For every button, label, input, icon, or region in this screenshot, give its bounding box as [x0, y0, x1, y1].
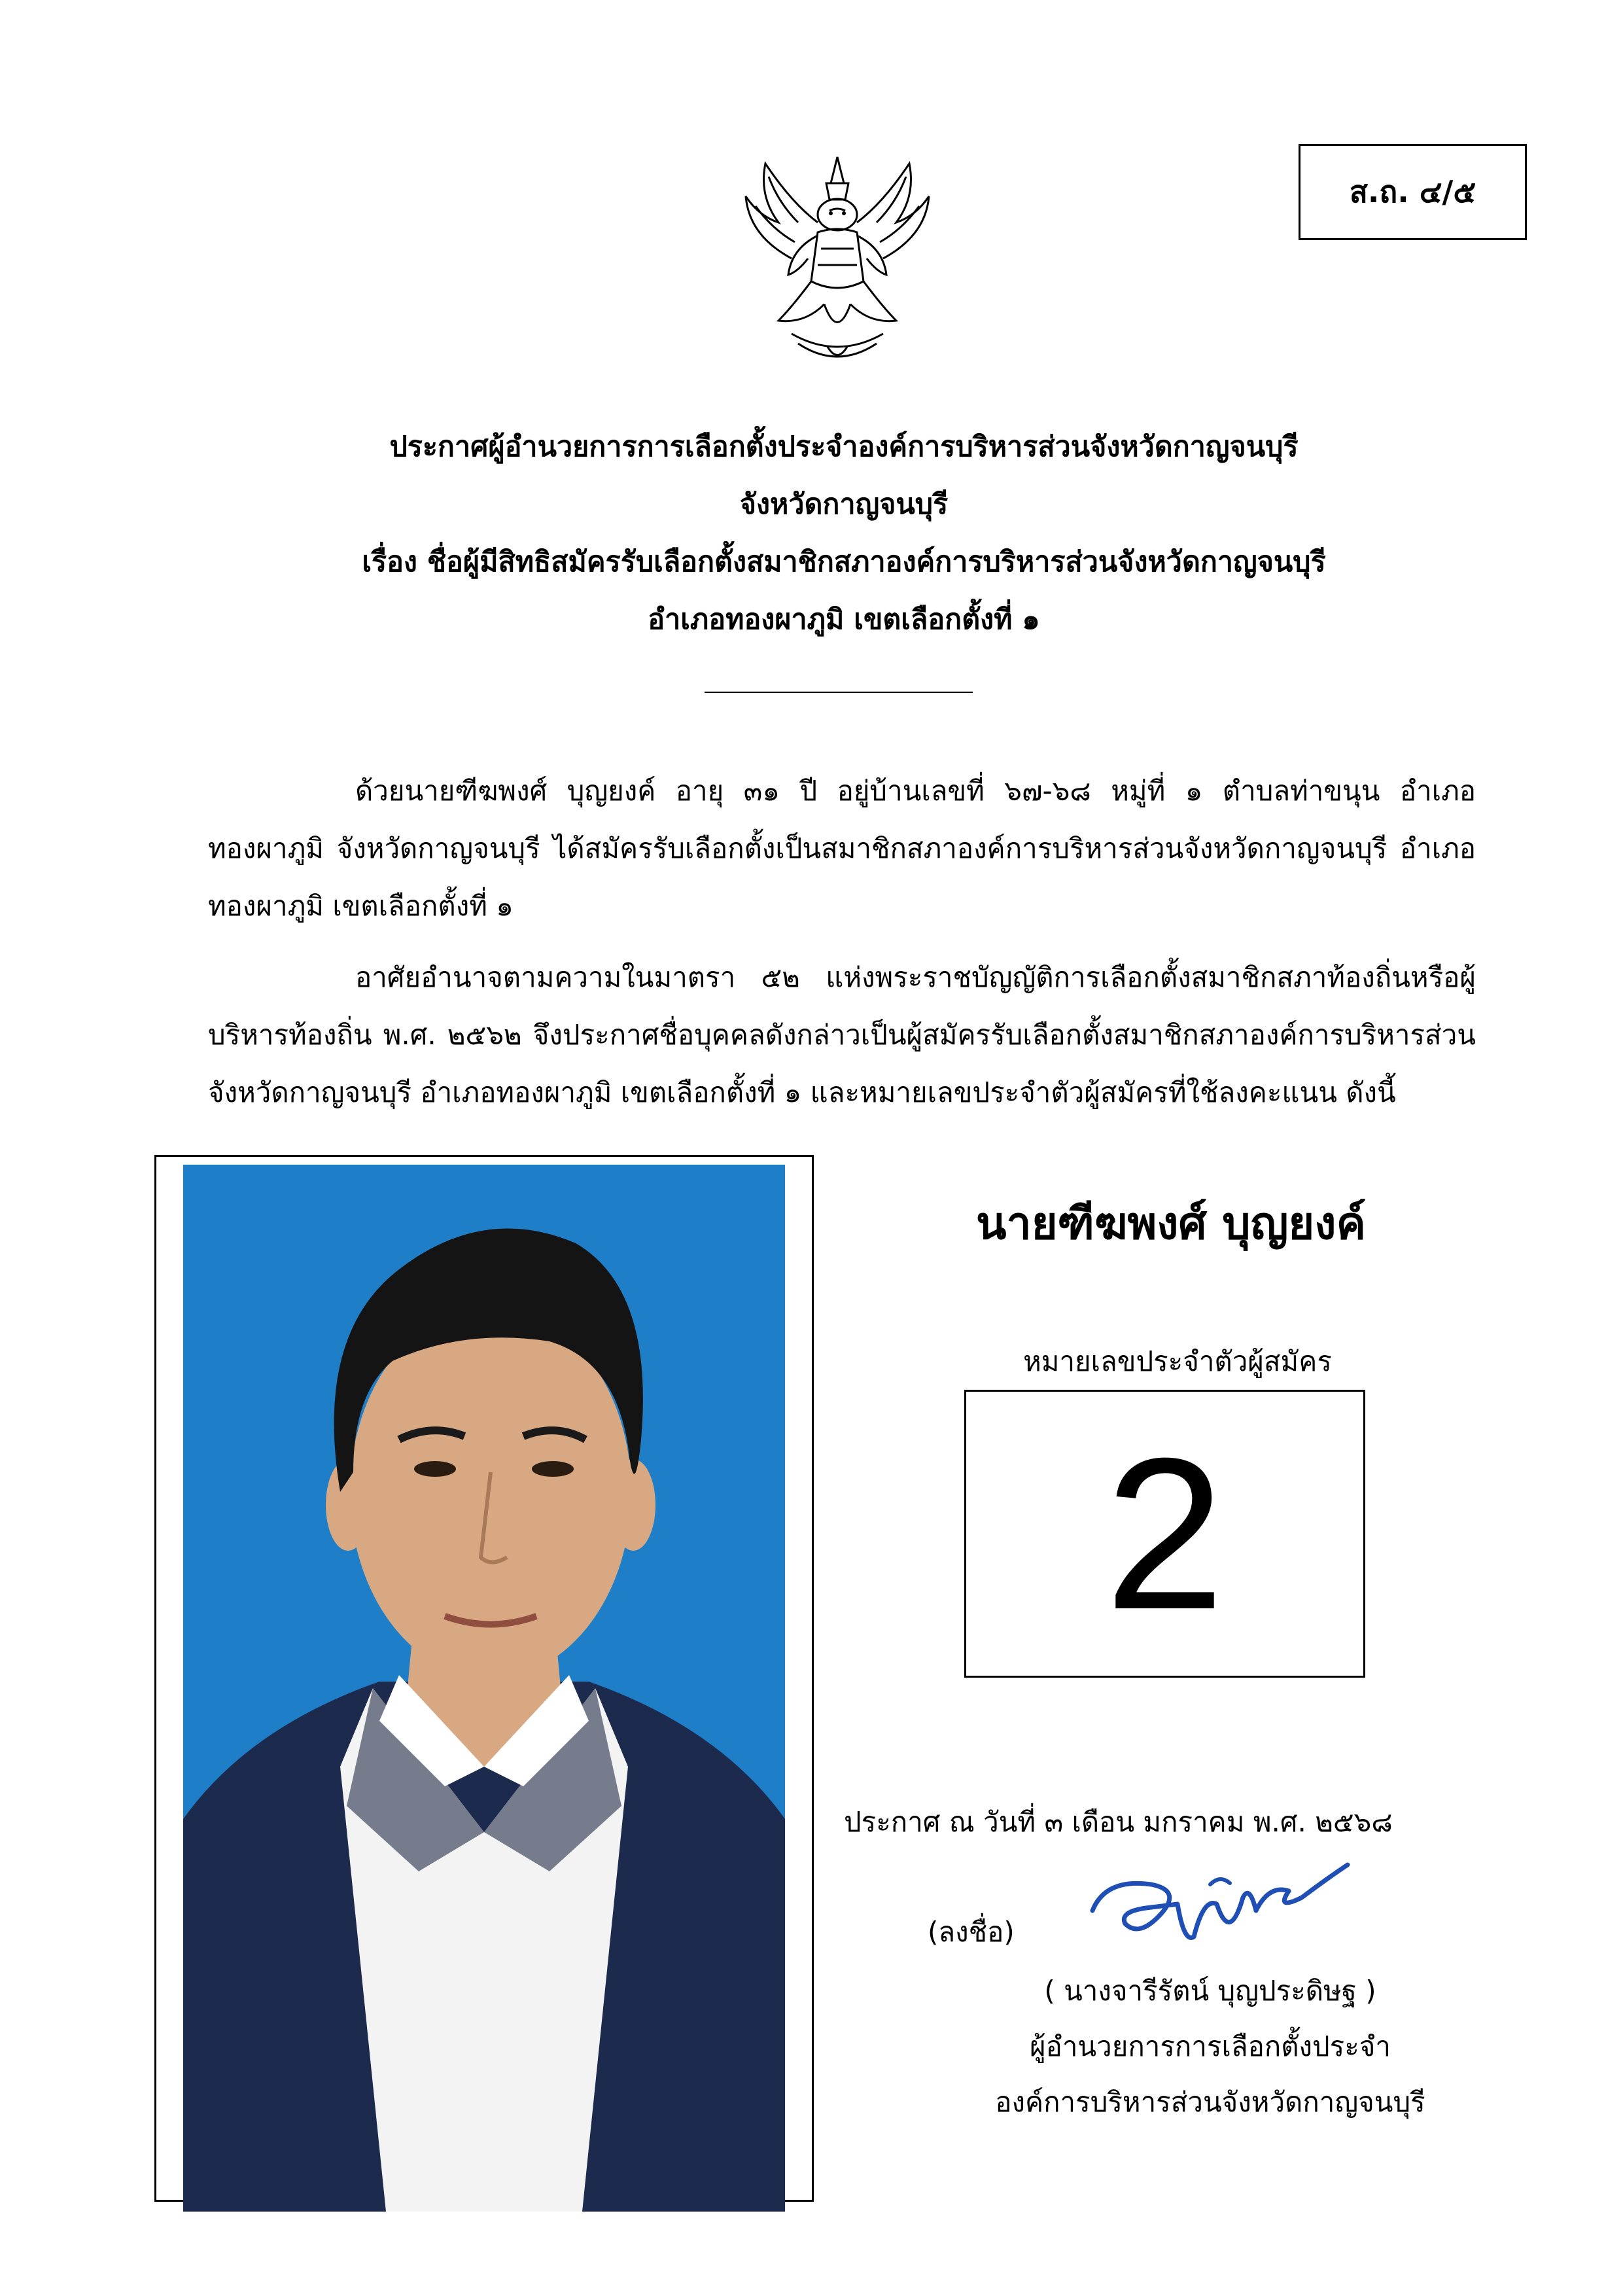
- candidate-name: นายฑีฆพงศ์ บุญยงค์: [976, 1198, 1366, 1250]
- title-line-3: เรื่อง ชื่อผู้มีสิทธิสมัครรับเลือกตั้งสมาชิกสภาองค์การบริหารส่วนจังหวัดกาญจนบุรี: [362, 546, 1326, 578]
- candidate-number-label: หมายเลขประจำตัวผู้สมัคร: [1023, 1345, 1332, 1377]
- signer-title-line-2: องค์การบริหารส่วนจังหวัดกาญจนบุรี: [995, 2086, 1425, 2118]
- candidate-number-box: [964, 1390, 1365, 1678]
- form-code-box: [1299, 144, 1527, 240]
- announcement-date: ประกาศ ณ วันที่ ๓ เดือน มกราคม พ.ศ. ๒๕๖๘: [844, 1806, 1393, 1838]
- body-paragraph-2: อาศัยอำนาจตามความในมาตรา ๕๒ แห่งพระราชบัญญัติการเลือกตั้งสมาชิกสภาท้องถิ่นหรือผู้บริหารท้องถิ่น พ.ศ. ๒๕๖๒ จึงประกาศชื่อบุคคลดังกล่าวเป็นผู้สมัครรับเลือกตั้งสมาชิกสภาองค์การบริหารส่วนจังหวัดกาญจนบุรี อำเภอทองผาภูมิ เขตเลือกตั้งที่ ๑ และหมายเลขประจำตัวผู้สมัครที่ใช้ลงคะแนน ดังนี้: [208, 961, 1476, 1108]
- title-line-1: ประกาศผู้อำนวยการการเลือกตั้งประจำองค์การบริหารส่วนจังหวัดกาญจนบุรี: [389, 431, 1299, 463]
- form-code-text: ส.ถ. ๔/๕: [1349, 174, 1476, 209]
- signer-name: ( นางจารีรัตน์ บุญประดิษฐ ): [1044, 1975, 1376, 2007]
- signature-image: [1079, 1858, 1354, 1956]
- candidate-number: 2: [1104, 1413, 1225, 1654]
- title-line-4: อำเภอทองผาภูมิ เขตเลือกตั้งที่ ๑: [648, 603, 1040, 636]
- signer-title-line-1: ผู้อำนวยการการเลือกตั้งประจำ: [1030, 2030, 1391, 2062]
- body-paragraph-1: ด้วยนายฑีฆพงศ์ บุญยงค์ อายุ ๓๑ ปี อยู่บ้านเลขที่ ๖๗-๖๘ หมู่ที่ ๑ ตำบลท่าขนุน อำเภอทองผาภูมิ จังหวัดกาญจนบุรี ได้สมัครรับเลือกตั้งเป็นสมาชิกสภาองค์การบริหารส่วนจังหวัดกาญจนบุรี อำเภอทองผาภูมิ เขตเลือกตั้งที่ ๑: [208, 775, 1476, 922]
- title-line-2: จังหวัดกาญจนบุรี: [739, 488, 949, 521]
- garuda-emblem-icon: [720, 144, 955, 376]
- title-divider: [705, 692, 973, 693]
- signed-label: (ลงชื่อ): [928, 1916, 1015, 1948]
- candidate-photo: [183, 1165, 785, 2212]
